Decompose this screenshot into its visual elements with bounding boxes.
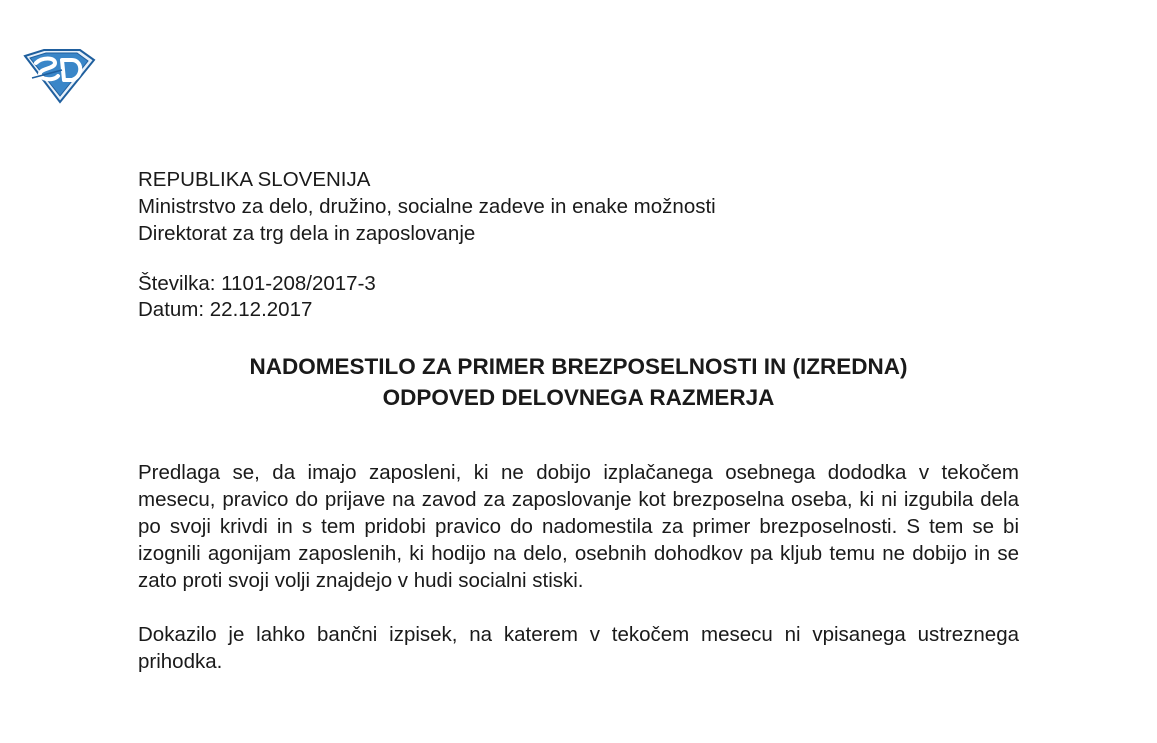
ministry-name: Ministrstvo za delo, družino, socialne zadeve in enake možnosti <box>138 195 716 218</box>
document-page <box>138 166 1019 702</box>
title-line-1: NADOMESTILO ZA PRIMER BREZPOSELNOSTI IN (IZREDNA) <box>249 354 908 379</box>
document-number: Številka: 1101-208/2017-3 <box>138 272 376 295</box>
title-line-2: ODPOVED DELOVNEGA RAZMERJA <box>382 385 775 410</box>
document-title <box>138 351 1019 413</box>
document-meta <box>138 271 1019 323</box>
document-date: Datum: 22.12.2017 <box>138 298 313 321</box>
paragraph: Predlaga se, da imajo zaposleni, ki ne dobijo izplačanega osebnega dododka v tekočem mesecu, pravico do prijave na zavod za zaposlovanje kot brezposelna oseba, ki ni izgubila dela po svoji krivdi in s tem pridobi pravico do nadomestila za primer brezposelnosti. S tem se bi izognili agonijam zaposlenih, ki hodijo na delo, osebnih dohodkov pa kljub temu ne dobijo in se zato proti svoji volji znajdejo v hudi socialni stiski. <box>138 461 1019 592</box>
republic-name: REPUBLIKA SLOVENIJA <box>138 168 371 191</box>
document-body <box>138 459 1019 675</box>
party-logo-icon <box>22 48 96 104</box>
directorate-name: Direktorat za trg dela in zaposlovanje <box>138 222 476 245</box>
paragraph: Dokazilo je lahko bančni izpisek, na katerem v tekočem mesecu ni vpisanega ustreznega prihodka. <box>138 623 1019 673</box>
document-header <box>138 166 1019 247</box>
